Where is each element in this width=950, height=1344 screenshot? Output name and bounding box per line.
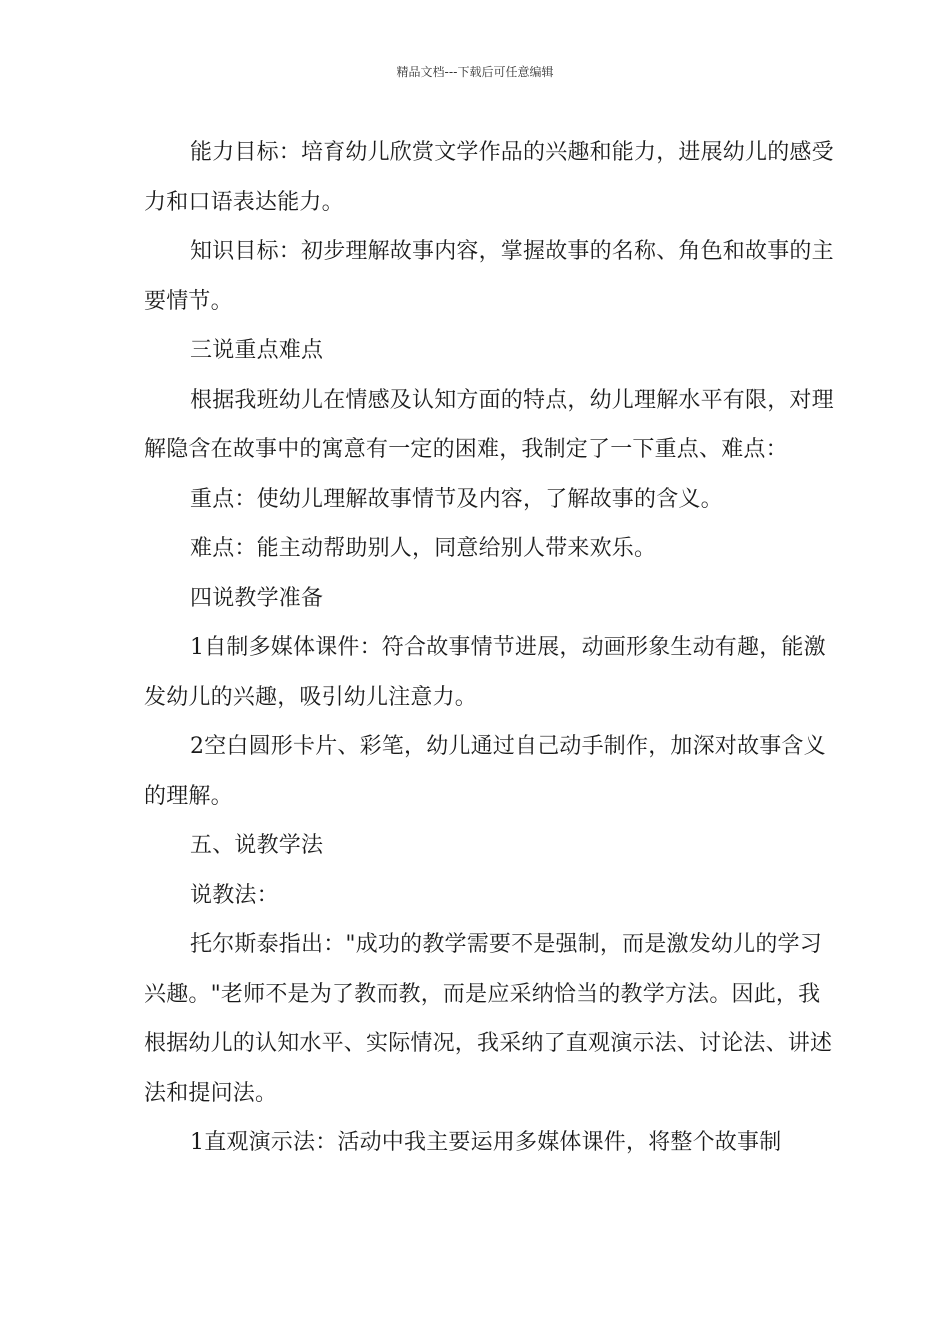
document-body — [144, 128, 834, 1168]
paragraph-preparation-1: 1自制多媒体课件：符合故事情节进展，动画形象生动有趣，能激发幼儿的兴趣，吸引幼儿注意力。 — [144, 635, 826, 710]
paragraph-ability-goal: 能力目标：培育幼儿欣赏文学作品的兴趣和能力，进展幼儿的感受力和口语表达能力。 — [144, 140, 834, 215]
section-heading-preparation: 四说教学准备 — [190, 585, 324, 611]
paragraph-key-point: 重点：使幼儿理解故事情节及内容，了解故事的含义。 — [190, 486, 723, 512]
paragraph-preparation-2: 2空白圆形卡片、彩笔，幼儿通过自己动手制作，加深对故事含义的理解。 — [144, 734, 826, 809]
section-heading-methods: 五、说教学法 — [190, 833, 324, 858]
paragraph-difficult-point: 难点：能主动帮助别人，同意给别人带来欢乐。 — [190, 536, 657, 561]
subheading-teaching-method: 说教法： — [190, 882, 279, 908]
paragraph-tolstoy-quote: 托尔斯泰指出："成功的教学需要不是强制，而是激发幼儿的学习兴趣。"老师不是为了教而教，而是应采纳恰当的教学方法。因此，我根据幼儿的认知水平、实际情况，我采纳了直观演示法、讨论法、讲述法和提问法。 — [144, 932, 833, 1106]
paragraph-knowledge-goal: 知识目标：初步理解故事内容，掌握故事的名称、角色和故事的主要情节。 — [144, 239, 834, 314]
page-header: 精品文档---下载后可任意编辑 — [396, 65, 554, 79]
paragraph-key-points-intro: 根据我班幼儿在情感及认知方面的特点，幼儿理解水平有限，对理解隐含在故事中的寓意有一定的困难，我制定了一下重点、难点： — [144, 387, 834, 462]
section-heading-key-points: 三说重点难点 — [190, 338, 324, 363]
paragraph-demo-method: 1直观演示法：活动中我主要运用多媒体课件，将整个故事制 — [190, 1130, 782, 1155]
